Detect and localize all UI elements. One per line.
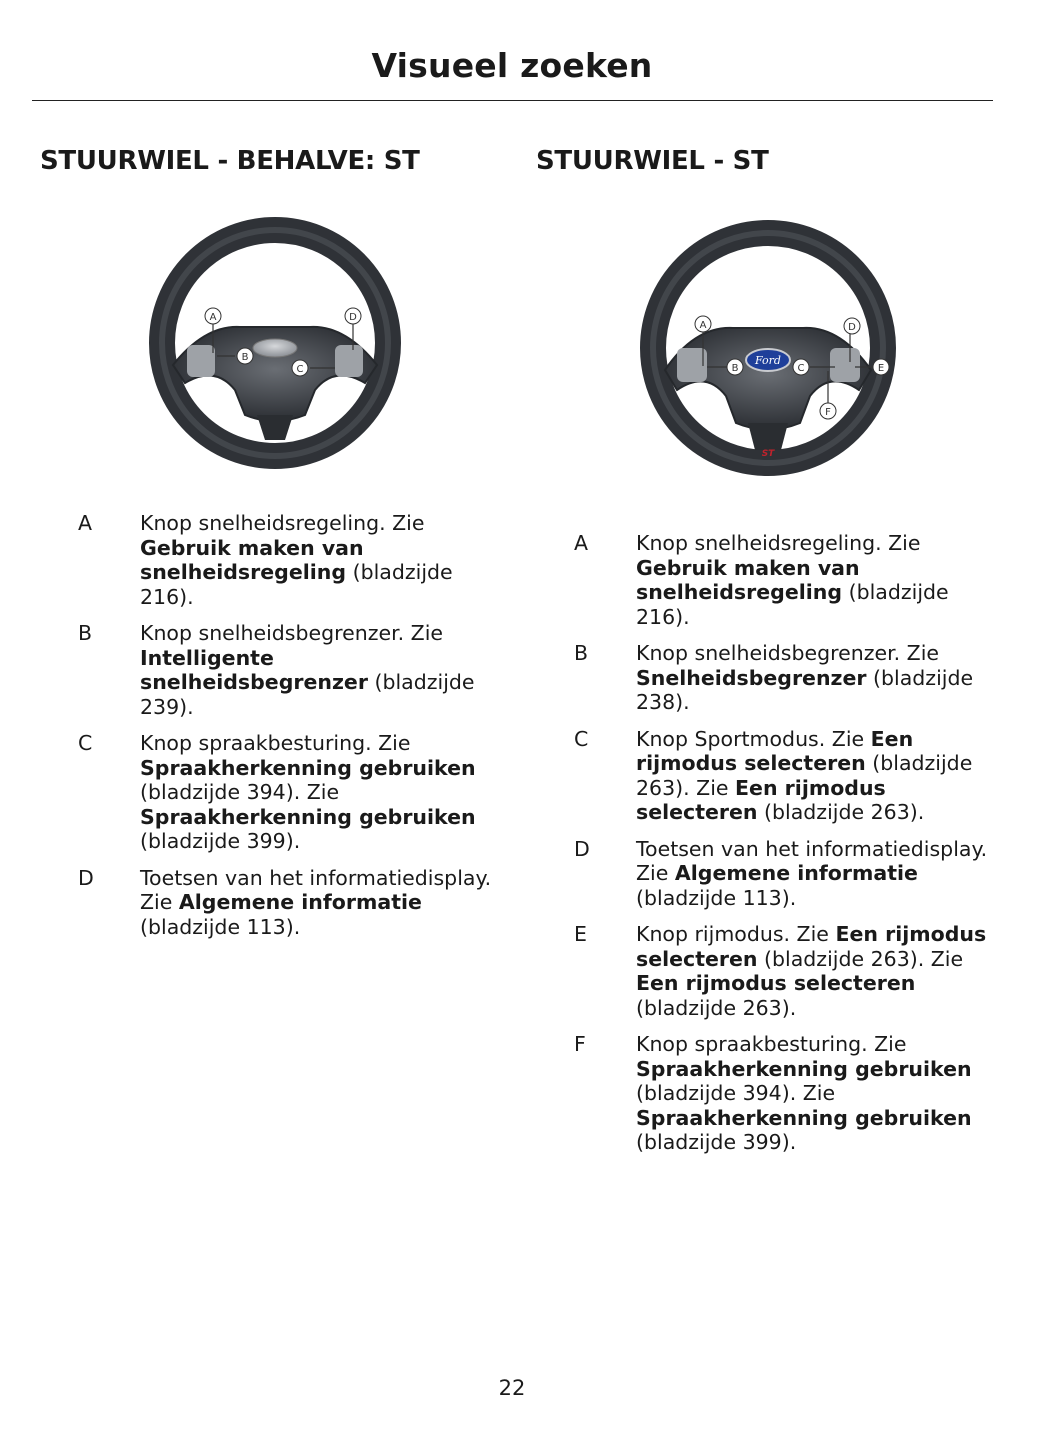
legend-text: Toetsen van het informatiedisplay. Zie (140, 865, 492, 914)
legend-page-ref: (bladzijde 238). (636, 665, 974, 714)
legend-item-c (574, 727, 1014, 825)
left-button-cluster (187, 345, 215, 377)
legend-text: Knop snelheidsregeling. Zie (140, 511, 425, 535)
legend-reference[interactable]: Een rijmodus selecteren (636, 922, 987, 971)
legend-page-ref: (bladzijde 113). (140, 914, 301, 939)
legend-page-ref: (bladzijde 113). (636, 885, 797, 910)
callout-b: B (731, 363, 739, 374)
page-title: Visueel zoeken (371, 46, 653, 85)
left-legend (78, 511, 518, 951)
legend-page-ref: (bladzijde 263). (636, 995, 797, 1020)
legend-letter: C (574, 726, 589, 751)
legend-text: Knop snelheidsbegrenzer. Zie (140, 621, 444, 645)
legend-text: Toetsen van het informatiedisplay. Zie (636, 836, 988, 885)
legend-text: Knop Sportmodus. Zie (636, 726, 865, 751)
legend-text: Knop snelheidsregeling. Zie (636, 531, 921, 555)
callout-c: C (797, 363, 805, 374)
callout-a: A (699, 320, 707, 331)
legend-reference[interactable]: Spraakherkenning gebruiken (636, 1105, 972, 1130)
legend-item-b (574, 641, 1014, 715)
legend-page-ref: (bladzijde 394). Zie (140, 780, 340, 804)
legend-reference[interactable]: Intelligente snelheidsbegrenzer (140, 645, 368, 694)
legend-page-ref: (bladzijde 263). Zie (636, 751, 973, 800)
right-section-heading: STUURWIEL - ST (536, 146, 769, 176)
legend-page-ref: (bladzijde 394). Zie (636, 1081, 836, 1105)
legend-reference[interactable]: Een rijmodus selecteren (636, 971, 916, 995)
legend-reference[interactable]: Algemene informatie (674, 861, 918, 885)
legend-reference[interactable]: Algemene informatie (178, 890, 422, 914)
hub-badge (253, 339, 297, 357)
legend-reference[interactable]: Snelheidsbegrenzer (636, 665, 867, 690)
callout-b: B (241, 352, 249, 363)
legend-page-ref: (bladzijde 399). (636, 1130, 797, 1154)
legend-reference[interactable]: Gebruik maken van snelheidsregeling (636, 555, 860, 604)
steering-wheel-figure-st (635, 218, 905, 478)
legend-letter: A (78, 511, 93, 535)
legend-letter: D (78, 865, 94, 890)
callout-d: D (848, 322, 856, 333)
st-badge: ST (761, 449, 775, 459)
legend-text: Knop spraakbesturing. Zie (636, 1032, 907, 1056)
legend-text: Knop spraakbesturing. Zie (140, 731, 411, 755)
legend-reference[interactable]: Spraakherkenning gebruiken (140, 755, 476, 780)
legend-reference[interactable]: Gebruik maken van snelheidsregeling (140, 535, 364, 584)
legend-page-ref: (bladzijde 216). (636, 580, 949, 629)
ford-logo-text: Ford (755, 354, 781, 367)
legend-item-b (78, 621, 518, 719)
legend-letter: B (574, 641, 589, 665)
legend-letter: E (574, 922, 587, 946)
legend-letter: D (574, 836, 590, 861)
legend-reference[interactable]: Spraakherkenning gebruiken (636, 1056, 972, 1081)
legend-item-c (78, 731, 518, 854)
legend-letter: F (574, 1032, 586, 1056)
legend-reference[interactable]: Een rijmodus selecteren (636, 775, 886, 824)
legend-item-f (574, 1032, 1014, 1155)
legend-item-a (574, 531, 1014, 629)
legend-item-d (78, 866, 518, 940)
legend-reference[interactable]: Spraakherkenning gebruiken (140, 804, 476, 829)
legend-reference[interactable]: Een rijmodus selecteren (636, 726, 914, 775)
right-legend (574, 531, 1014, 1167)
steering-wheel-figure-standard (145, 215, 405, 475)
title-divider (32, 100, 993, 101)
legend-item-a (78, 511, 518, 609)
legend-page-ref: (bladzijde 263). (764, 800, 925, 824)
legend-page-ref: (bladzijde 263). Zie (764, 946, 964, 971)
right-button-cluster (830, 348, 860, 382)
legend-letter: A (574, 531, 589, 555)
left-section-heading: STUURWIEL - BEHALVE: ST (40, 146, 420, 176)
legend-text: Knop rijmodus. Zie (636, 922, 829, 946)
callout-e: E (877, 363, 885, 374)
legend-page-ref: (bladzijde 216). (140, 560, 453, 609)
legend-item-d (574, 837, 1014, 911)
legend-page-ref: (bladzijde 239). (140, 670, 475, 719)
callout-f: F (825, 407, 831, 418)
callout-c: C (296, 364, 304, 375)
page-number: 22 (498, 1376, 526, 1400)
right-button-cluster (335, 345, 363, 377)
legend-text: Knop snelheidsbegrenzer. Zie (636, 641, 940, 665)
legend-letter: B (78, 621, 93, 645)
legend-page-ref: (bladzijde 399). (140, 829, 301, 853)
callout-d: D (349, 312, 357, 323)
legend-item-e (574, 922, 1014, 1020)
callout-a: A (209, 312, 217, 323)
legend-letter: C (78, 731, 93, 755)
